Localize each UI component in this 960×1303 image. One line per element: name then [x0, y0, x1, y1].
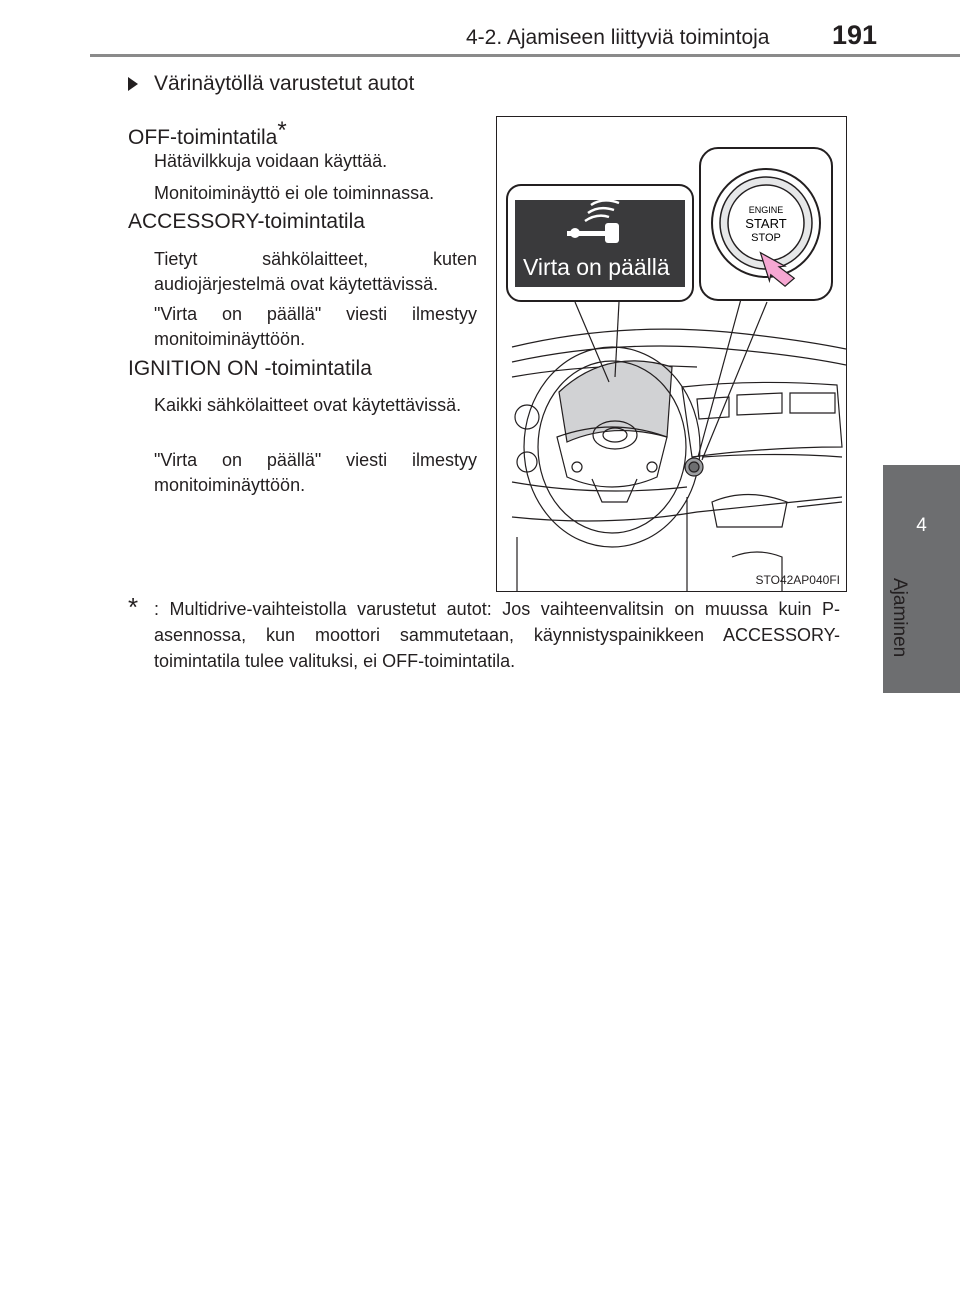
- header-section-title: 4-2. Ajamiseen liittyviä toimintoja: [466, 26, 770, 49]
- section-heading-text: Värinäytöllä varustetut autot: [154, 72, 415, 95]
- paragraph: "Virta on päällä" viesti ilmestyy monitoiminäyttöön.: [154, 304, 477, 349]
- triangle-bullet-icon: [128, 77, 138, 91]
- chapter-number: 4: [916, 515, 927, 536]
- paragraph: Kaikki sähkölaitteet ovat käytettävissä.: [154, 395, 462, 415]
- paragraph: Tietyt sähkölaitteet, kuten audiojärjestelmä ovat käytettävissä.: [154, 249, 477, 294]
- dashboard-drawing: [497, 117, 846, 591]
- mode-title-off: [128, 115, 287, 150]
- paragraph: Hätävilkkuja voidaan käyttää.: [154, 151, 388, 171]
- section-heading: [128, 72, 414, 96]
- mode-title-accessory: ACCESSORY-toimintatila: [128, 210, 365, 233]
- display-message: Virta on päällä: [523, 254, 670, 280]
- mode-title-ignition: IGNITION ON -toimintatila: [128, 357, 372, 380]
- page-number: 191: [832, 20, 878, 50]
- asterisk-marker: *: [277, 117, 287, 144]
- paragraph: Monitoiminäyttö ei ole toiminnassa.: [154, 183, 435, 203]
- dashboard-illustration: [496, 116, 847, 592]
- mode-title-off-text: OFF-toimintatila: [128, 126, 278, 149]
- header-rule: [90, 54, 960, 57]
- button-label-engine: ENGINE: [748, 205, 784, 215]
- button-label-start: START: [745, 216, 787, 231]
- chapter-name: Ajaminen: [889, 578, 910, 658]
- paragraph: "Virta on päällä" viesti ilmestyy monitoiminäyttöön.: [154, 450, 477, 495]
- figure-code: STO42AP040FI: [755, 573, 840, 587]
- footnote-marker: *: [128, 592, 139, 622]
- button-label-stop: STOP: [751, 232, 781, 244]
- footnote-text: : Multidrive-vaihteistolla varustetut autot: Jos vaihteenvalitsin on muussa kuin P-asennossa, kun moottori sammutetaan, käynnistyspainikkeen ACCESSORY-toimintatila tulee valituksi, ei OFF-toimintatila.: [154, 599, 840, 671]
- footnote: [128, 592, 840, 674]
